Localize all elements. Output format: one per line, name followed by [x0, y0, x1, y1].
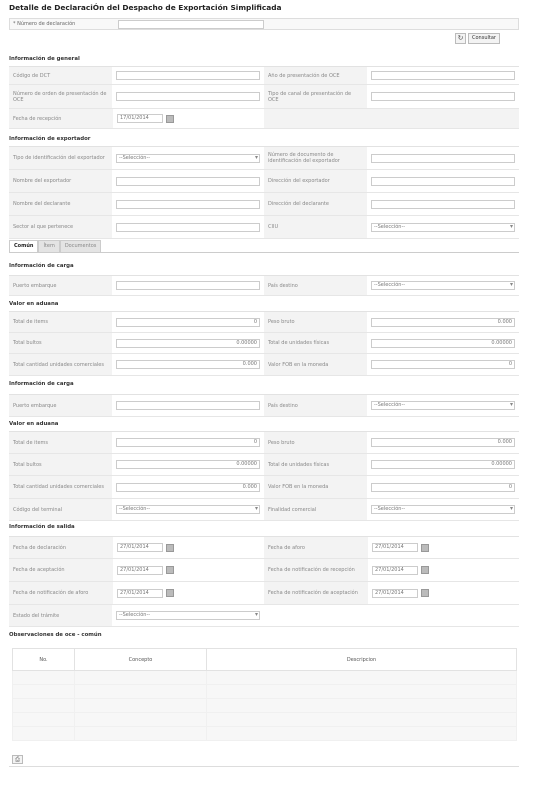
exporter-address-input[interactable] — [371, 177, 515, 186]
terminal-select[interactable]: --Selección-- ▾ — [116, 505, 260, 514]
tab-bar — [9, 240, 101, 252]
page-title: Detalle de DeclaraciÓn del Despacho de Exportación Simplificada — [9, 3, 282, 12]
label: País destino — [264, 276, 367, 295]
label: Fecha de aceptación — [9, 559, 113, 581]
table-row — [13, 713, 517, 727]
sector-input[interactable] — [116, 223, 260, 232]
table-row — [13, 671, 517, 685]
label: Número de orden de presentación de OCE — [9, 85, 112, 108]
exporter-name-input[interactable] — [116, 177, 260, 186]
commercial-units-input[interactable]: 0.000 — [116, 360, 260, 369]
declarant-name-input[interactable] — [116, 200, 260, 209]
print-icon[interactable]: ⎙ — [12, 755, 23, 764]
reception-notice-date-input[interactable]: 27/01/2014 — [372, 566, 418, 575]
general-heading: Información de general — [9, 56, 80, 62]
table-row — [13, 699, 517, 713]
calendar-icon[interactable] — [421, 544, 429, 552]
label: Dirección del declarante — [264, 193, 367, 215]
acceptance-date-input[interactable]: 27/01/2014 — [117, 566, 163, 575]
label: Fecha de declaración — [9, 537, 113, 558]
declaration-number-input[interactable] — [118, 20, 264, 29]
fob-value-input[interactable]: 0 — [371, 360, 515, 369]
label: País destino — [264, 395, 367, 416]
gross-weight-input-2[interactable]: 0.000 — [371, 438, 515, 447]
label: Año de presentación de OCE — [264, 67, 367, 84]
calendar-icon[interactable] — [166, 589, 174, 597]
recepcion-date-input[interactable]: 17/01/2014 — [117, 114, 163, 123]
exit-grid — [9, 536, 519, 627]
cod-dce-input[interactable] — [116, 71, 260, 80]
status-select[interactable]: --Selección-- ▾ — [116, 611, 260, 620]
customs-value-grid-2 — [9, 431, 519, 521]
tipo-id-select[interactable]: --Selección-- ▾ — [116, 154, 260, 163]
declaration-date-input[interactable]: 27/01/2014 — [117, 543, 163, 552]
label: Total de items — [9, 432, 112, 453]
empty-cell — [264, 109, 368, 128]
label: Estado del trámite — [9, 605, 112, 626]
exporter-grid — [9, 146, 519, 239]
label: Fecha de notificación de aforo — [9, 582, 113, 604]
inspection-date-input[interactable]: 27/01/2014 — [372, 543, 418, 552]
label: Total cantidad unidades comerciales — [9, 476, 112, 498]
refresh-icon[interactable]: ↻ — [455, 33, 466, 44]
label: Fecha de notificación de recepción — [264, 559, 368, 581]
label: Fecha de recepción — [9, 109, 113, 128]
declaration-number-label: * Número de declaración — [13, 21, 76, 27]
inspection-notice-date-input[interactable]: 27/01/2014 — [117, 589, 163, 598]
customs-value-heading-2: Valor en aduana — [9, 421, 59, 427]
label: Puerto embarque — [9, 395, 112, 416]
label: Total bultos — [9, 454, 112, 475]
customs-value-grid — [9, 311, 519, 376]
cargo-grid — [9, 275, 519, 296]
ciiu-select[interactable]: --Selección-- ▾ — [371, 223, 515, 232]
label: Tipo de identificación del exportador — [9, 147, 112, 169]
calendar-icon[interactable] — [421, 566, 429, 574]
footer-divider — [9, 766, 519, 767]
country-select-2[interactable]: --Selección-- ▾ — [371, 401, 515, 410]
label: Dirección del exportador — [264, 170, 367, 192]
observations-heading: Observaciones de oce - común — [9, 632, 102, 638]
physical-units-input-2[interactable]: 0.00000 — [371, 460, 515, 469]
num-doc-input[interactable] — [371, 154, 515, 163]
tab-comun[interactable]: Común — [9, 240, 38, 252]
fob-value-input-2[interactable]: 0 — [371, 483, 515, 492]
orden-input[interactable] — [116, 92, 260, 101]
label: Número de documento de identificación del exportador — [264, 147, 367, 169]
calendar-icon[interactable] — [166, 544, 174, 552]
cargo-grid-2 — [9, 394, 519, 417]
label: Código de DCT — [9, 67, 112, 84]
anio-input[interactable] — [371, 71, 515, 80]
tab-item[interactable]: Ítem — [38, 240, 59, 252]
exit-heading: Información de salida — [9, 524, 75, 530]
gross-weight-input[interactable]: 0.000 — [371, 318, 515, 327]
physical-units-input[interactable]: 0.00000 — [371, 339, 515, 348]
total-items-input[interactable]: 0 — [116, 318, 260, 327]
declarant-address-input[interactable] — [371, 200, 515, 209]
observations-table — [12, 648, 517, 741]
calendar-icon[interactable] — [421, 589, 429, 597]
search-bar — [9, 18, 519, 30]
label: CIIU — [264, 216, 367, 238]
exporter-heading: Información de exportador — [9, 136, 91, 142]
label: Total cantidad unidades comerciales — [9, 354, 112, 375]
port-input-2[interactable] — [116, 401, 260, 410]
label: Nombre del declarante — [9, 193, 112, 215]
label: Peso bruto — [264, 432, 367, 453]
empty-cell — [264, 605, 368, 626]
label: Total de unidades físicas — [264, 333, 367, 353]
total-packages-input-2[interactable]: 0.00000 — [116, 460, 260, 469]
acceptance-notice-date-input[interactable]: 27/01/2014 — [372, 589, 418, 598]
canal-input[interactable] — [371, 92, 515, 101]
label: Tipo de canal de presentación de OCE — [264, 85, 367, 108]
label: Total de unidades físicas — [264, 454, 367, 475]
label: Código del terminal — [9, 499, 112, 520]
label: Finalidad comercial — [264, 499, 367, 520]
label: Total de items — [9, 312, 112, 332]
consult-button[interactable]: Consultar — [468, 33, 500, 44]
cargo-heading: Información de carga — [9, 263, 74, 269]
port-input[interactable] — [116, 281, 260, 290]
tab-divider — [9, 252, 519, 253]
table-row — [13, 727, 517, 741]
commercial-units-input-2[interactable]: 0.000 — [116, 483, 260, 492]
customs-value-heading: Valor en aduana — [9, 301, 59, 307]
label: Sector al que pertenece — [9, 216, 112, 238]
table-row — [13, 685, 517, 699]
column-header: Concepto — [75, 649, 207, 671]
calendar-icon[interactable] — [166, 115, 174, 123]
total-items-input-2[interactable]: 0 — [116, 438, 260, 447]
label: Nombre del exportador — [9, 170, 112, 192]
label: Fecha de aforo — [264, 537, 368, 558]
total-packages-input[interactable]: 0.00000 — [116, 339, 260, 348]
column-header: Descripcion — [207, 649, 517, 671]
label: Puerto embarque — [9, 276, 112, 295]
label: Peso bruto — [264, 312, 367, 332]
general-grid — [9, 66, 519, 129]
label: Valor FOB en la moneda — [264, 354, 367, 375]
calendar-icon[interactable] — [166, 566, 174, 574]
consult-group — [455, 33, 500, 44]
purpose-select[interactable]: --Selección-- ▾ — [371, 505, 515, 514]
label: Total bultos — [9, 333, 112, 353]
column-header: No. — [13, 649, 75, 671]
country-select[interactable]: --Selección-- ▾ — [371, 281, 515, 290]
cargo-heading-2: Información de carga — [9, 381, 74, 387]
tab-documentos[interactable]: Documentos — [60, 240, 102, 252]
label: Valor FOB en la moneda — [264, 476, 367, 498]
label: Fecha de notificación de aceptación — [264, 582, 368, 604]
